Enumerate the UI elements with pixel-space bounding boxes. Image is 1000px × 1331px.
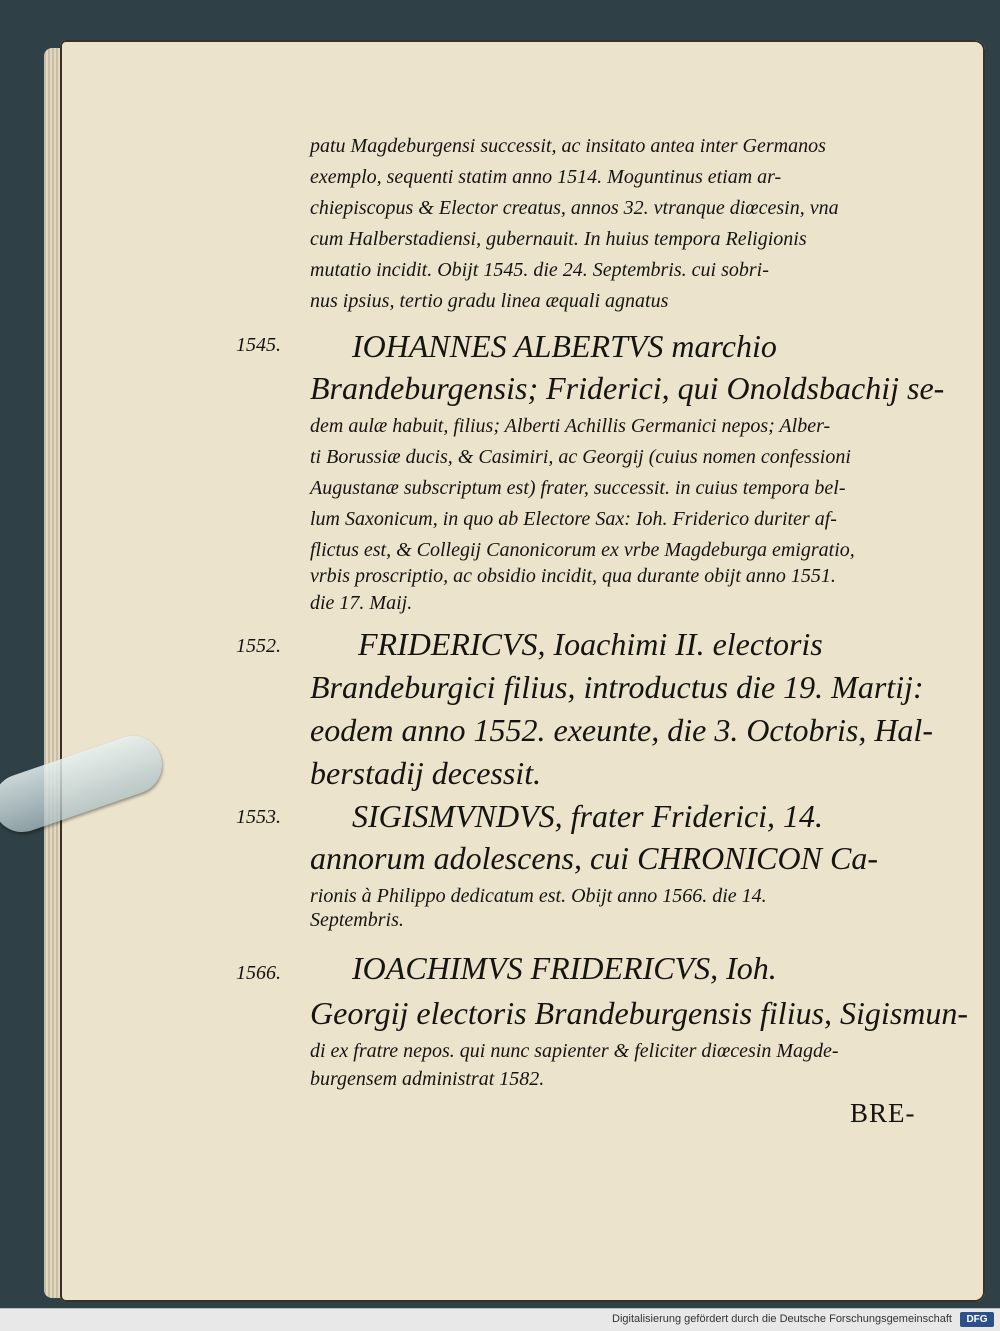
text-line: ti Borussiæ ducis, & Casimiri, ac Georgij (cuius nomen confessioni <box>310 446 851 468</box>
text-line: Brandeburgici filius, introductus die 19. Martij: <box>310 669 924 705</box>
text-line: exemplo, sequenti statim anno 1514. Moguntinus etiam ar- <box>310 166 782 188</box>
text-line: berstadij decessit. <box>310 755 542 791</box>
entry-heading: FRIDERICVS, Ioachimi II. electoris <box>358 626 823 662</box>
text-line: nus ipsius, tertio gradu linea æquali agnatus <box>310 290 669 312</box>
text-line: eodem anno 1552. exeunte, die 3. Octobris, Hal- <box>310 712 933 748</box>
text-line: mutatio incidit. Obijt 1545. die 24. Septembris. cui sobri- <box>310 259 769 281</box>
catchword: BRE- <box>850 1098 916 1128</box>
text-line: di ex fratre nepos. qui nunc sapienter & feliciter diœcesin Magde- <box>310 1040 839 1062</box>
entry-year: 1553. <box>236 806 281 828</box>
text-line: lum Saxonicum, in quo ab Electore Sax: Ioh. Friderico duriter af- <box>310 508 837 530</box>
text-line: burgensem administrat 1582. <box>310 1068 545 1090</box>
entry-heading: IOHANNES ALBERTVS marchio <box>352 328 777 364</box>
footer-credit: Digitalisierung gefördert durch die Deutsche Forschungsgemeinschaft <box>612 1313 952 1325</box>
entry-heading: IOACHIMVS FRIDERICVS, Ioh. <box>352 950 777 986</box>
text-line: Brandeburgensis; Friderici, qui Onoldsbachij se- <box>310 370 945 406</box>
text-line: cum Halberstadiensi, gubernauit. In huius tempora Religionis <box>310 228 807 250</box>
text-line: chiepiscopus & Elector creatus, annos 32. vtranque diœcesin, vna <box>310 197 839 219</box>
text-line: dem aulæ habuit, filius; Alberti Achillis Germanici nepos; Alber- <box>310 415 831 437</box>
text-line: Augustanæ subscriptum est) frater, successit. in cuius tempora bel- <box>310 477 846 499</box>
text-line: patu Magdeburgensi successit, ac insitato antea inter Germanos <box>310 135 826 157</box>
text-line: flictus est, & Collegij Canonicorum ex vrbe Magdeburga emigratio, <box>310 539 855 561</box>
text-line: rionis à Philippo dedicatum est. Obijt anno 1566. die 14. <box>310 885 767 907</box>
entry-year: 1566. <box>236 962 281 984</box>
entry-heading: SIGISMVNDVS, frater Friderici, 14. <box>352 798 824 834</box>
text-line: vrbis proscriptio, ac obsidio incidit, qua durante obijt anno 1551. <box>310 565 836 587</box>
text-line: Septembris. <box>310 909 404 931</box>
footer-bar <box>0 1308 1000 1331</box>
dfg-logo-icon[interactable]: DFG <box>960 1312 994 1327</box>
entry-year: 1552. <box>236 635 281 657</box>
text-line: die 17. Maij. <box>310 592 413 614</box>
text-line: annorum adolescens, cui CHRONICON Ca- <box>310 840 878 876</box>
entry-year: 1545. <box>236 334 281 356</box>
text-line: Georgij electoris Brandeburgensis filius, Sigismun- <box>310 995 969 1031</box>
